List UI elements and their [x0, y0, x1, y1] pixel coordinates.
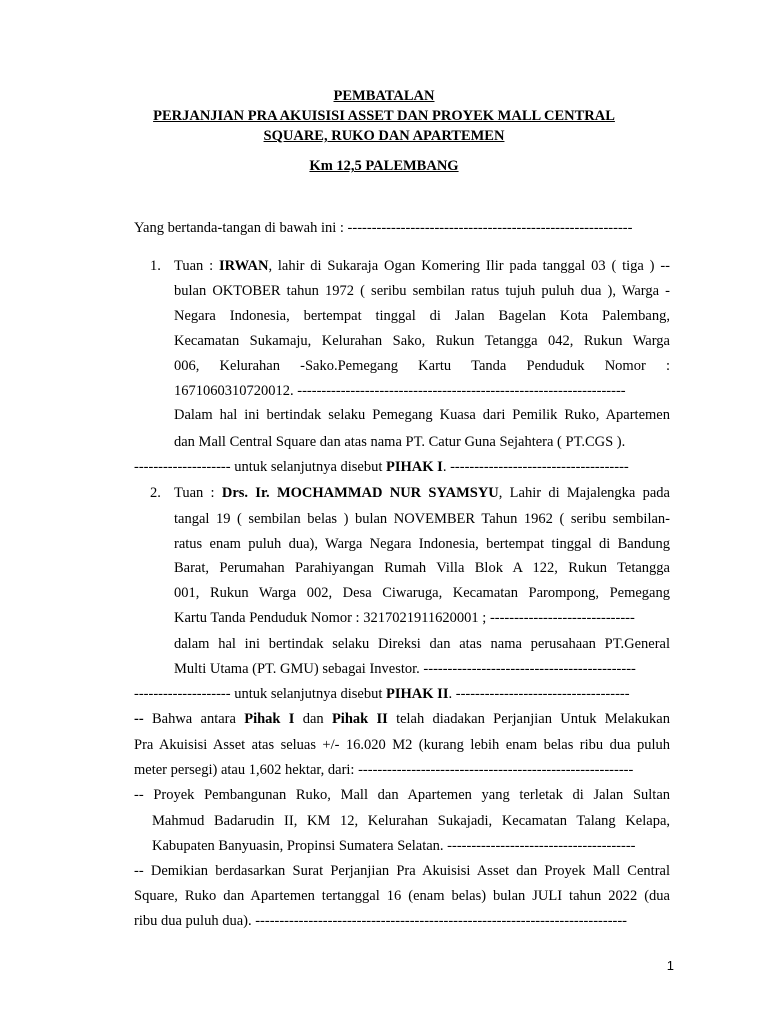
party1-line-3: Negara Indonesia, bertempat tinggal di Jalan Bagelan Kota Palembang, — [174, 308, 670, 324]
party1-line-7: Dalam hal ini bertindak selaku Pemegang Kuasa dari Pemilik Ruko, Apartemen — [174, 407, 670, 423]
party2-line-8: Multi Utama (PT. GMU) sebagai Investor. -------------------------------------------- — [174, 661, 636, 677]
title-line-3: SQUARE, RUKO DAN APARTEMEN — [263, 128, 505, 144]
document-subtitle: Km 12,5 PALEMBANG — [309, 158, 459, 174]
para2-line-2: Mahmud Badarudin II, KM 12, Kelurahan Sukajadi, Kecamatan Talang Kelapa, — [152, 813, 670, 829]
party1-details: , lahir di Sukaraja Ogan Komering Ilir pada tanggal 03 ( tiga ) -- — [268, 258, 670, 274]
party2-line-2: tangal 19 ( sembilan belas ) bulan NOVEMBER Tahun 1962 ( seribu sembilan- — [174, 511, 670, 527]
party1-name: IRWAN — [218, 258, 269, 274]
para3-line-2: Square, Ruko dan Apartemen tertanggal 16 (enam belas) bulan JULI tahun 2022 (dua — [134, 888, 670, 904]
party2-details: , Lahir di Majalengka pada — [498, 485, 670, 501]
party2-line-4: Barat, Perumahan Parahiyangan Rumah Villa Blok A 122, Rukun Tetangga — [174, 560, 670, 576]
page-number: 1 — [666, 958, 674, 973]
party1-prefix: Tuan : — [174, 258, 219, 274]
party1-designation-pre: -------------------- untuk selanjutnya disebut — [134, 459, 387, 475]
party1-number: 1. — [150, 258, 161, 274]
para2-line-1: -- Proyek Pembangunan Ruko, Mall dan Apartemen yang terletak di Jalan Sultan — [134, 787, 670, 803]
party1-designation — [134, 457, 670, 477]
para3-line-3: ribu dua puluh dua). ----------------------------------------------------------------------------- — [134, 913, 628, 929]
party2-line-1 — [174, 483, 670, 503]
para1-pihak-2: Pihak II — [331, 711, 388, 727]
party1-line-8: dan Mall Central Square dan atas nama PT. Catur Guna Sejahtera ( PT.CGS ). — [174, 434, 626, 450]
party1-designation-post: . ------------------------------------- — [442, 459, 629, 475]
party2-designation-label: PIHAK II — [386, 686, 449, 702]
party2-line-5: 001, Rukun Warga 002, Desa Ciwaruga, Kecamatan Parompong, Pemegang — [174, 585, 670, 601]
party1-line-5: 006, Kelurahan -Sako.Pemegang Kartu Tanda Penduduk Nomor : — [174, 358, 670, 374]
title-line-1: PEMBATALAN — [333, 88, 435, 104]
para1-line-2: Pra Akuisisi Asset atas seluas +/- 16.020 M2 (kurang lebih enam belas ribu dua puluh — [134, 737, 670, 753]
para3-line-1: -- Demikian berdasarkan Surat Perjanjian Pra Akuisisi Asset dan Proyek Mall Central — [134, 863, 670, 879]
party2-prefix: Tuan : — [174, 485, 222, 501]
party2-number: 2. — [150, 485, 161, 501]
party1-line-6: 1671060310720012. -------------------------------------------------------------------- — [174, 383, 626, 399]
para1-text-1: Bahwa antara — [143, 711, 245, 727]
party1-line-1 — [174, 256, 670, 276]
party2-line-3: ratus enam puluh dua), Warga Negara Indonesia, bertempat tinggal di Bandung — [174, 536, 670, 552]
para1-line-3: meter persegi) atau 1,602 hektar, dari: --------------------------------------------------------- — [134, 762, 634, 778]
document-title — [0, 86, 768, 146]
party2-designation-pre: -------------------- untuk selanjutnya disebut — [134, 686, 387, 702]
party2-designation — [134, 684, 670, 704]
para1-text-2: dan — [294, 711, 332, 727]
party1-line-2: bulan OKTOBER tahun 1972 ( seribu sembilan ratus tujuh puluh dua ), Warga - — [174, 283, 670, 299]
party2-name: Drs. Ir. MOCHAMMAD NUR SYAMSYU — [221, 485, 499, 501]
para1-text-3: telah diadakan Perjanjian Untuk Melakukan — [387, 711, 670, 727]
party2-line-7: dalam hal ini bertindak selaku Direksi dan atas nama perusahaan PT.General — [174, 636, 670, 652]
party1-designation-label: PIHAK I — [386, 459, 443, 475]
party2-line-6: Kartu Tanda Penduduk Nomor : 3217021911620001 ; ------------------------------ — [174, 610, 635, 626]
para1-line-1 — [134, 709, 670, 729]
para2-line-3: Kabupaten Banyuasin, Propinsi Sumatera Selatan. --------------------------------------- — [152, 838, 636, 854]
para1-pihak-1: Pihak I — [244, 711, 295, 727]
para1-dash: -- — [134, 711, 144, 727]
party2-designation-post: . ------------------------------------ — [448, 686, 630, 702]
intro-line: Yang bertanda-tangan di bawah ini : ----------------------------------------------------------- — [134, 220, 633, 236]
title-line-2: PERJANJIAN PRA AKUISISI ASSET DAN PROYEK MALL CENTRAL — [153, 108, 615, 124]
party1-line-4: Kecamatan Sukamaju, Kelurahan Sako, Rukun Tetangga 042, Rukun Warga — [174, 333, 670, 349]
